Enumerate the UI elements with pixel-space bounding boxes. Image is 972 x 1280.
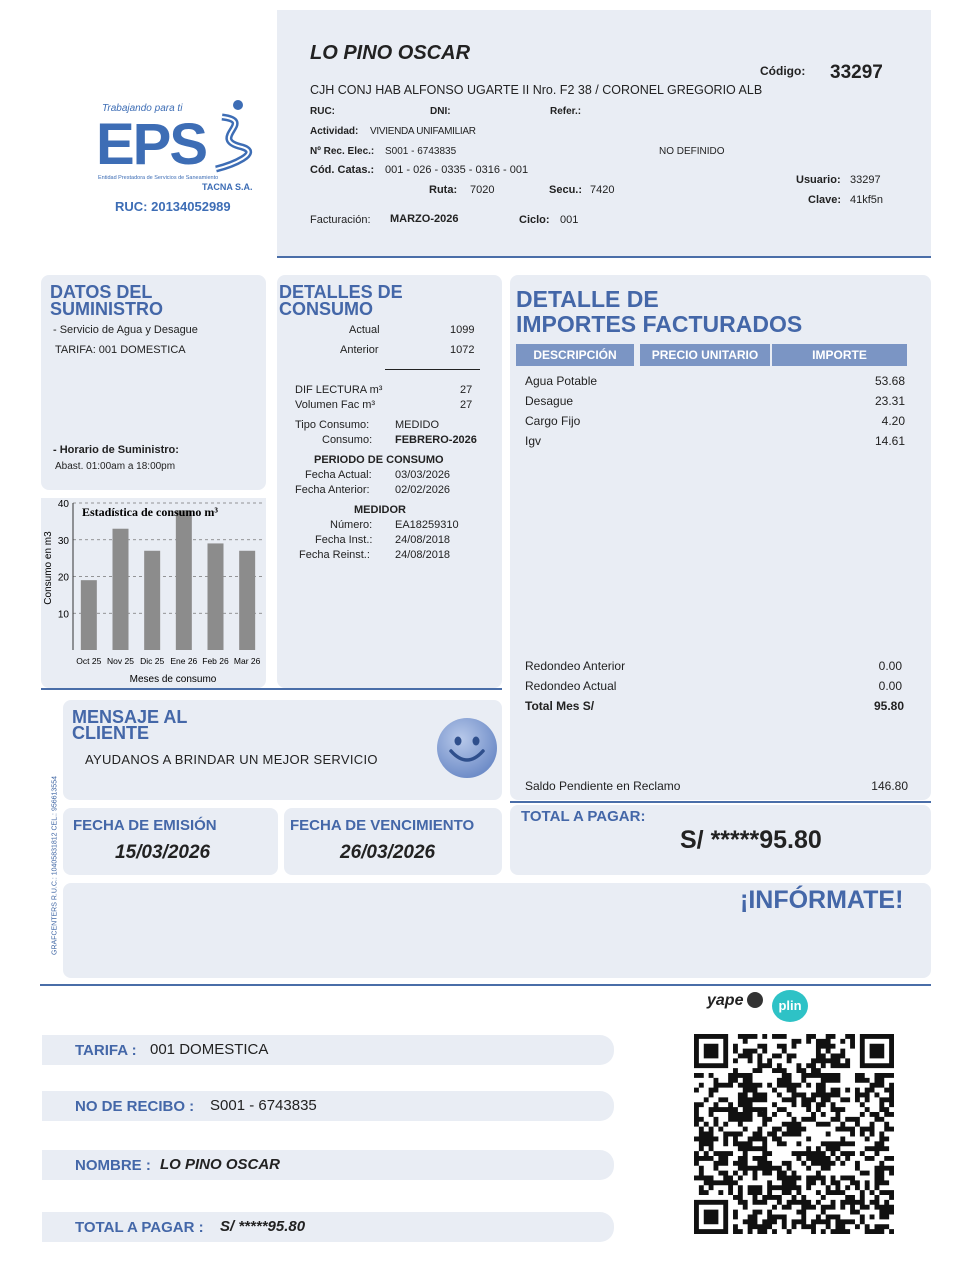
item-importe: 14.61 [874, 434, 905, 448]
saldo-label: Saldo Pendiente en Reclamo [525, 779, 681, 793]
actividad-label: Actividad: [310, 126, 359, 137]
dif-value: 27 [460, 384, 473, 396]
reinst-value: 24/08/2018 [395, 549, 451, 561]
periodo-title: PERIODO DE CONSUMO [314, 454, 444, 466]
redondeo-ant-value: 0.00 [878, 659, 902, 673]
chart-bar [239, 551, 255, 650]
catas-value: 001 - 026 - 0335 - 0316 - 001 [385, 164, 529, 176]
clave-value: 41kf5n [850, 194, 884, 206]
consumo-title-2: CONSUMO [279, 299, 373, 319]
tipo-label: Tipo Consumo: [295, 419, 370, 431]
usuario-label: Usuario: [796, 174, 841, 186]
clave-label: Clave: [808, 194, 842, 206]
stub-tarifa-label: TARIFA : [75, 1042, 137, 1059]
emision-value: 15/03/2026 [115, 842, 211, 863]
dni-label: DNI: [430, 106, 451, 117]
yape-label: yape [707, 992, 744, 1009]
ruta-label: Ruta: [429, 184, 458, 196]
chart-y-tick-label: 20 [57, 572, 69, 584]
total-mes-label: Total Mes S/ [525, 699, 595, 713]
fecha-actual-label: Fecha Actual: [305, 469, 372, 481]
horario-value: Abast. 01:00am a 18:00pm [55, 461, 176, 472]
redondeo-act-label: Redondeo Actual [525, 679, 617, 693]
chart-bar [176, 510, 192, 650]
item-desc: Cargo Fijo [525, 414, 581, 428]
reinst-label: Fecha Reinst.: [299, 549, 370, 561]
chart-bar [113, 529, 129, 650]
col-precio-unitario: PRECIO UNITARIO [640, 344, 770, 366]
catas-label: Cód. Catas.: [310, 164, 375, 176]
emision-label: FECHA DE EMISIÓN [73, 817, 217, 834]
informate-title: ¡INFÓRMATE! [740, 886, 904, 914]
logo-city: TACNA S.A. [202, 182, 253, 192]
consumo-sum-line [385, 369, 480, 370]
chart-bar [81, 580, 97, 650]
numero-value: EA18259310 [395, 519, 459, 531]
col-descripcion: DESCRIPCIÓN [516, 344, 634, 366]
ciclo-label: Ciclo: [519, 214, 550, 226]
plin-label: plin [778, 998, 802, 1013]
codigo-value: 33297 [830, 62, 883, 83]
vencimiento-label: FECHA DE VENCIMIENTO [290, 817, 475, 834]
vol-value: 27 [460, 399, 473, 411]
medidor-title: MEDIDOR [354, 504, 406, 516]
chart-x-tick-label: Oct 25 [76, 656, 102, 666]
logo [90, 95, 270, 220]
consumo-value: FEBRERO-2026 [395, 434, 477, 446]
stub-recibo-label: NO DE RECIBO : [75, 1098, 195, 1115]
dif-label: DIF LECTURA m³ [295, 384, 383, 396]
stub-nombre-label: NOMBRE : [75, 1157, 151, 1174]
logo-tagline: Trabajando para ti [102, 103, 183, 114]
stub-tarifa-value: 001 DOMESTICA [150, 1041, 269, 1058]
chart-x-tick-label: Mar 26 [233, 656, 261, 666]
chart-y-tick-label: 10 [57, 609, 69, 621]
ciclo-value: 001 [560, 214, 579, 226]
mensaje-title-1: MENSAJE AL [72, 707, 188, 727]
stub-total-label: TOTAL A PAGAR : [75, 1219, 204, 1236]
stub-nombre-value: LO PINO OSCAR [160, 1156, 281, 1173]
tipo-value: MEDIDO [395, 419, 439, 431]
item-desc: Desague [525, 394, 574, 408]
fecha-anterior-label: Fecha Anterior: [295, 484, 370, 496]
inst-value: 24/08/2018 [395, 534, 451, 546]
vol-label: Volumen Fac m³ [295, 399, 376, 411]
consumo-panel [277, 275, 502, 688]
codigo-label: Código: [760, 64, 806, 78]
col-importe: IMPORTE [772, 344, 907, 366]
suministro-title-1: DATOS DEL [50, 282, 153, 302]
consumption-chart [41, 498, 266, 688]
item-importe: 23.31 [874, 394, 905, 408]
qr-modules [694, 1034, 894, 1234]
smiley-icon [436, 717, 498, 779]
actual-label: Actual [349, 324, 380, 336]
header-divider [277, 256, 931, 258]
chart-x-tick-label: Nov 25 [107, 656, 134, 666]
chart-x-tick-label: Dic 25 [140, 656, 165, 666]
total-value: S/ *****95.80 [680, 826, 822, 854]
importes-title-1: DETALLE DE [516, 286, 659, 312]
redondeo-ant-label: Redondeo Anterior [525, 659, 626, 673]
facturacion-value: MARZO-2026 [390, 213, 459, 225]
actividad-value: VIVIENDA UNIFAMILIAR [370, 126, 476, 137]
item-desc: Agua Potable [525, 374, 598, 388]
rec-elec-value: S001 - 6743835 [385, 146, 457, 157]
rec-elec-label: Nº Rec. Elec.: [310, 146, 375, 157]
item-importe: 4.20 [881, 414, 905, 428]
suministro-title-2: SUMINISTRO [50, 299, 164, 319]
horario-label: - Horario de Suministro: [53, 444, 179, 456]
importes-title-2: IMPORTES FACTURADOS [516, 311, 803, 337]
usuario-value: 33297 [850, 174, 881, 186]
mensaje-divider [41, 688, 502, 690]
yape-icon [707, 992, 763, 1018]
anterior-label: Anterior [340, 344, 379, 356]
anterior-value: 1072 [450, 344, 475, 356]
chart-y-tick-label: 40 [57, 499, 69, 510]
mensaje-text: AYUDANOS A BRINDAR UN MEJOR SERVICIO [85, 752, 378, 767]
numero-label: Número: [330, 519, 373, 531]
consumo-label: Consumo: [322, 434, 373, 446]
logo-letters: EPS [96, 112, 207, 177]
chart-bar [144, 551, 160, 650]
address: CJH CONJ HAB ALFONSO UGARTE II Nro. F2 38 / CORONEL GREGORIO ALB [310, 83, 763, 97]
suministro-tarifa: TARIFA: 001 DOMESTICA [55, 344, 186, 356]
actual-value: 1099 [450, 324, 475, 336]
redondeo-act-value: 0.00 [878, 679, 902, 693]
chart-y-tick-label: 30 [57, 535, 69, 547]
item-desc: Igv [525, 434, 542, 448]
chart-x-label: Meses de consumo [129, 674, 217, 685]
mensaje-title-2: CLIENTE [72, 723, 150, 743]
vencimiento-value: 26/03/2026 [340, 842, 436, 863]
stub-total-value: S/ *****95.80 [220, 1218, 306, 1235]
logo-wave-icon [202, 99, 262, 175]
item-importe: 53.68 [874, 374, 905, 388]
total-label: TOTAL A PAGAR: [521, 808, 646, 825]
no-definido: NO DEFINIDO [659, 146, 725, 157]
fecha-actual-value: 03/03/2026 [395, 469, 451, 481]
chart-y-label: Consumo en m3 [43, 531, 54, 605]
stub-divider [40, 984, 931, 986]
consumo-title-1: DETALLES DE [279, 282, 403, 302]
chart-bar [208, 543, 224, 650]
side-printer-text: GRAFCENTERS R.U.C.: 10405831812 CEL.: 956613554 [51, 776, 59, 955]
plin-icon [772, 990, 808, 1022]
logo-ruc: RUC: 20134052989 [115, 199, 231, 214]
secu-label: Secu.: [549, 184, 583, 196]
ruc-label: RUC: [310, 106, 335, 117]
stub-recibo-value: S001 - 6743835 [210, 1097, 317, 1114]
inst-label: Fecha Inst.: [315, 534, 373, 546]
total-divider [510, 801, 931, 803]
refer-label: Refer.: [550, 106, 582, 117]
facturacion-label: Facturación: [310, 214, 371, 226]
suministro-servicio: - Servicio de Agua y Desague [53, 324, 198, 336]
saldo-value: 146.80 [871, 779, 908, 793]
chart-x-tick-label: Feb 26 [202, 656, 229, 666]
fecha-anterior-value: 02/02/2026 [395, 484, 451, 496]
qr-code[interactable] [694, 1034, 894, 1234]
secu-value: 7420 [590, 184, 615, 196]
chart-title: Estadística de consumo m³ [82, 505, 218, 519]
total-mes-value: 95.80 [873, 699, 904, 713]
customer-name: LO PINO OSCAR [310, 42, 471, 64]
logo-entity: Entidad Prestadora de Servicios de Saneamiento [98, 175, 219, 181]
chart-x-tick-label: Ene 26 [170, 656, 198, 666]
ruta-value: 7020 [470, 184, 495, 196]
